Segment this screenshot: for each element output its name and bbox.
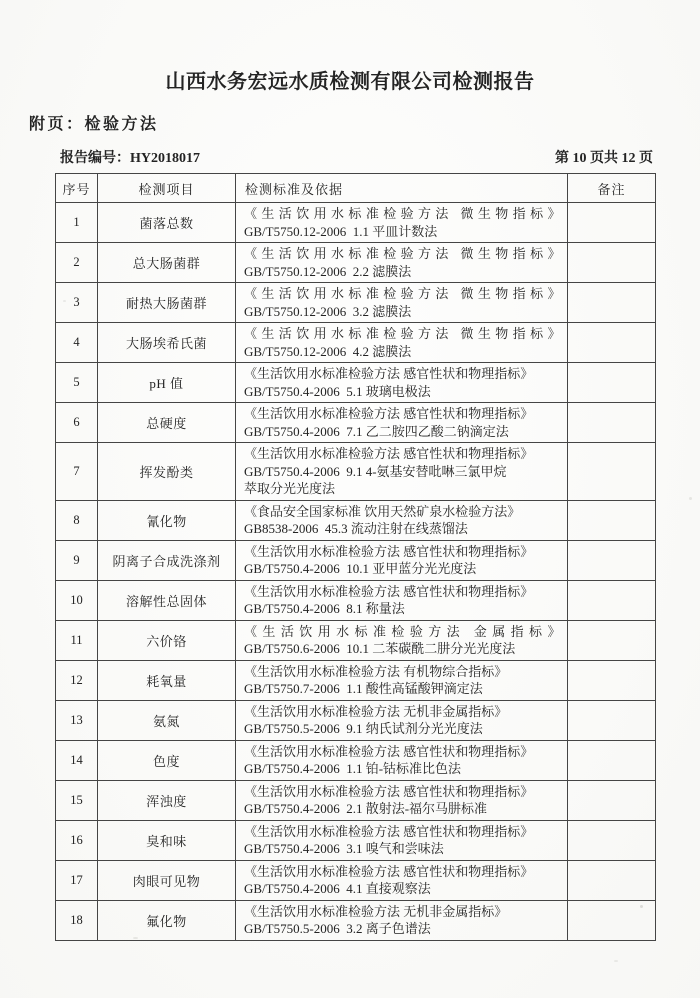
standard-line: GB/T5750.4-2006 3.1 嗅气和尝味法 <box>244 841 444 856</box>
standard-cell <box>236 660 568 700</box>
standard-line: 《生活饮用水标准检验方法 感官性状和物理指标》 <box>244 743 534 759</box>
column-header-3: 备注 <box>568 174 656 203</box>
standard-cell <box>236 700 568 740</box>
test-item-cell: 臭和味 <box>98 820 236 860</box>
standard-cell <box>236 500 568 540</box>
table-row <box>56 500 656 540</box>
report-number: 报告编号：HY2018017 <box>60 151 200 166</box>
standard-cell <box>236 243 568 283</box>
remark-cell <box>568 620 656 660</box>
scan-speck <box>640 905 643 908</box>
table-row <box>56 283 656 323</box>
test-item-cell: 浑浊度 <box>98 780 236 820</box>
standard-cell <box>236 740 568 780</box>
standard-line: GB/T5750.4-2006 10.1 亚甲蓝分光光度法 <box>244 561 477 576</box>
standard-line: GB/T5750.12-2006 4.2 滤膜法 <box>244 343 412 359</box>
remark-cell <box>568 740 656 780</box>
standard-line: GB8538-2006 45.3 流动注射在线蒸馏法 <box>244 521 468 536</box>
remark-cell <box>568 243 656 283</box>
standard-cell <box>236 900 568 940</box>
test-item-cell: 耐热大肠菌群 <box>98 283 236 323</box>
table-row <box>56 323 656 363</box>
table-row <box>56 660 656 700</box>
standard-cell <box>236 283 568 323</box>
row-number-cell: 9 <box>56 540 98 580</box>
standard-line: 《食品安全国家标准 饮用天然矿泉水检验方法》 <box>244 503 521 519</box>
standard-cell <box>236 620 568 660</box>
standard-line: GB/T5750.4-2006 1.1 铂-钴标准比色法 <box>244 761 462 776</box>
standard-line: GB/T5750.4-2006 8.1 称量法 <box>244 601 405 616</box>
table-row <box>56 780 656 820</box>
row-number-cell: 4 <box>56 323 98 363</box>
standard-line: 《生活饮用水标准检验方法 微生物指标》 <box>244 246 561 261</box>
standard-line: 萃取分光光度法 <box>244 481 336 496</box>
table-row <box>56 540 656 580</box>
row-number-cell: 10 <box>56 580 98 620</box>
standard-line: 《生活饮用水标准检验方法 微生物指标》 <box>244 206 561 221</box>
standard-line: GB/T5750.6-2006 10.1 二苯碳酰二肼分光光度法 <box>244 641 516 656</box>
table-row <box>56 740 656 780</box>
standard-line: GB/T5750.4-2006 2.1 散射法-福尔马肼标准 <box>244 801 488 816</box>
test-item-cell: 氟化物 <box>98 900 236 940</box>
standard-line: GB/T5750.5-2006 9.1 纳氏试剂分光光度法 <box>244 721 483 736</box>
standard-line: 《生活饮用水标准检验方法 金属指标》 <box>244 623 561 639</box>
row-number-cell: 13 <box>56 700 98 740</box>
table-row <box>56 820 656 860</box>
remark-cell <box>568 363 656 403</box>
remark-cell <box>568 700 656 740</box>
row-number-cell: 5 <box>56 363 98 403</box>
standard-line: GB/T5750.12-2006 1.1 平皿计数法 <box>244 223 438 239</box>
standard-line: 《生活饮用水标准检验方法 感官性状和物理指标》 <box>244 446 534 461</box>
test-item-cell: 总大肠菌群 <box>98 243 236 283</box>
table-row <box>56 860 656 900</box>
remark-cell <box>568 780 656 820</box>
scan-speck <box>614 960 618 962</box>
test-item-cell: 色度 <box>98 740 236 780</box>
test-item-cell: 肉眼可见物 <box>98 860 236 900</box>
table-row <box>56 700 656 740</box>
standard-line: 《生活饮用水标准检验方法 感官性状和物理指标》 <box>244 366 534 381</box>
table-row <box>56 443 656 501</box>
remark-cell <box>568 820 656 860</box>
standard-cell <box>236 323 568 363</box>
row-number-cell: 12 <box>56 660 98 700</box>
remark-cell <box>568 860 656 900</box>
test-item-cell: 溶解性总固体 <box>98 580 236 620</box>
row-number-cell: 1 <box>56 203 98 243</box>
row-number-cell: 15 <box>56 780 98 820</box>
table-row <box>56 900 656 940</box>
test-item-cell: 氰化物 <box>98 500 236 540</box>
row-number-cell: 17 <box>56 860 98 900</box>
standard-cell <box>236 860 568 900</box>
test-item-cell: 耗氧量 <box>98 660 236 700</box>
remark-cell <box>568 443 656 501</box>
remark-cell <box>568 540 656 580</box>
test-item-cell: 阴离子合成洗涤剂 <box>98 540 236 580</box>
row-number-cell: 2 <box>56 243 98 283</box>
table-header-row <box>56 174 656 203</box>
standard-line: 《生活饮用水标准检验方法 感官性状和物理指标》 <box>244 406 534 421</box>
table-row <box>56 203 656 243</box>
remark-cell <box>568 660 656 700</box>
report-title: 山西水务宏远水质检测有限公司检测报告 <box>165 71 535 93</box>
remark-cell <box>568 580 656 620</box>
scan-speck <box>689 497 692 500</box>
standard-cell <box>236 540 568 580</box>
standard-line: GB/T5750.5-2006 3.2 离子色谱法 <box>244 921 431 936</box>
standard-line: GB/T5750.4-2006 7.1 乙二胺四乙酸二钠滴定法 <box>244 423 509 439</box>
standard-cell <box>236 780 568 820</box>
remark-cell <box>568 203 656 243</box>
table-row <box>56 620 656 660</box>
row-number-cell: 3 <box>56 283 98 323</box>
test-item-cell: pH 值 <box>98 363 236 403</box>
standard-line: GB/T5750.4-2006 9.1 4-氨基安替吡啉三氯甲烷 <box>244 463 507 479</box>
standard-cell <box>236 820 568 860</box>
row-number-cell: 16 <box>56 820 98 860</box>
row-number-cell: 14 <box>56 740 98 780</box>
standard-line: GB/T5750.12-2006 2.2 滤膜法 <box>244 263 412 279</box>
scan-speck <box>133 937 138 939</box>
standard-line: 《生活饮用水标准检验方法 微生物指标》 <box>244 326 561 341</box>
standard-line: 《生活饮用水标准检验方法 有机物综合指标》 <box>244 663 508 679</box>
column-header-0: 序号 <box>56 174 98 203</box>
standard-line: GB/T5750.4-2006 4.1 直接观察法 <box>244 881 431 896</box>
table-row <box>56 363 656 403</box>
test-item-cell: 大肠埃希氏菌 <box>98 323 236 363</box>
standard-line: GB/T5750.4-2006 5.1 玻璃电极法 <box>244 383 431 399</box>
test-item-cell: 总硬度 <box>98 403 236 443</box>
row-number-cell: 7 <box>56 443 98 501</box>
standard-line: 《生活饮用水标准检验方法 无机非金属指标》 <box>244 703 508 719</box>
standard-line: 《生活饮用水标准检验方法 无机非金属指标》 <box>244 903 508 919</box>
remark-cell <box>568 500 656 540</box>
table-row <box>56 580 656 620</box>
test-item-cell: 挥发酚类 <box>98 443 236 501</box>
standard-cell <box>236 443 568 501</box>
scan-speck <box>63 300 66 302</box>
row-number-cell: 6 <box>56 403 98 443</box>
meta-row <box>60 150 653 168</box>
page-indicator: 第 10 页共 12 页 <box>555 151 653 166</box>
methods-table <box>55 173 656 941</box>
table-row <box>56 403 656 443</box>
standard-line: 《生活饮用水标准检验方法 感官性状和物理指标》 <box>244 783 534 799</box>
attachment-label: 附页：检验方法 <box>29 116 159 133</box>
standard-line: 《生活饮用水标准检验方法 感官性状和物理指标》 <box>244 823 534 839</box>
standard-cell <box>236 203 568 243</box>
remark-cell <box>568 323 656 363</box>
standard-cell <box>236 580 568 620</box>
test-item-cell: 菌落总数 <box>98 203 236 243</box>
standard-cell <box>236 403 568 443</box>
standard-cell <box>236 363 568 403</box>
row-number-cell: 11 <box>56 620 98 660</box>
row-number-cell: 8 <box>56 500 98 540</box>
standard-line: GB/T5750.7-2006 1.1 酸性高锰酸钾滴定法 <box>244 681 483 696</box>
test-item-cell: 氨氮 <box>98 700 236 740</box>
table-row <box>56 243 656 283</box>
column-header-2: 检测标准及依据 <box>236 174 568 203</box>
row-number-cell: 18 <box>56 900 98 940</box>
test-item-cell: 六价铬 <box>98 620 236 660</box>
standard-line: 《生活饮用水标准检验方法 感官性状和物理指标》 <box>244 543 534 559</box>
remark-cell <box>568 283 656 323</box>
standard-line: 《生活饮用水标准检验方法 感官性状和物理指标》 <box>244 583 534 599</box>
standard-line: 《生活饮用水标准检验方法 微生物指标》 <box>244 286 561 301</box>
standard-line: 《生活饮用水标准检验方法 感官性状和物理指标》 <box>244 863 534 879</box>
standard-line: GB/T5750.12-2006 3.2 滤膜法 <box>244 303 412 319</box>
table-body <box>56 203 656 941</box>
column-header-1: 检测项目 <box>98 174 236 203</box>
remark-cell <box>568 403 656 443</box>
